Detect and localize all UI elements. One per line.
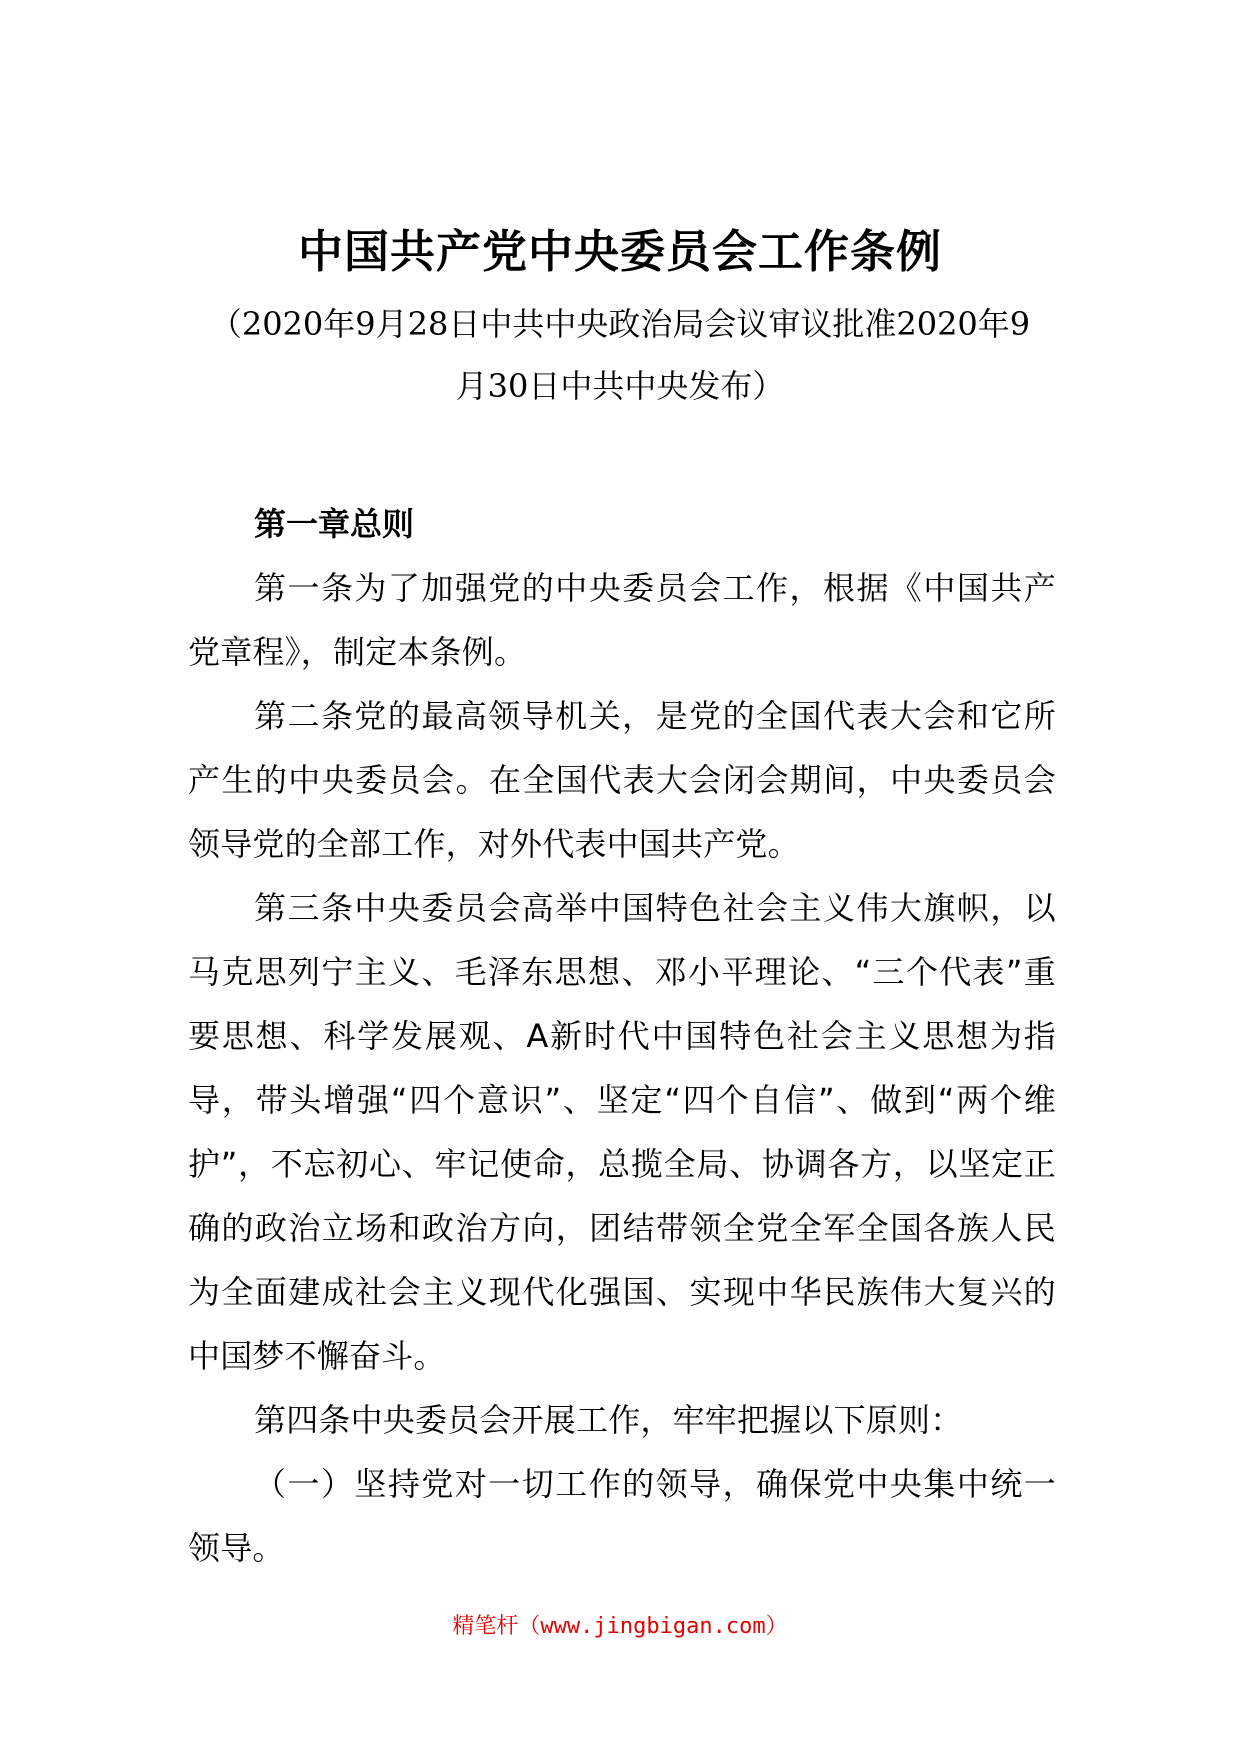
article-3-paragraph: 第三条中央委员会高举中国特色社会主义伟大旗帜，以马克思列宁主义、毛泽东思想、邓小平理论、“三个代表”重要思想、科学发展观、A新时代中国特色社会主义思想为指导，带头增强“四个意识”、坚定“四个自信”、做到“两个维护”，不忘初心、牢记使命，总揽全局、协调各方，以坚定正确的政治立场和政治方向，团结带领全党全军全国各族人民为全面建成社会主义现代化强国、实现中华民族伟大复兴的中国梦不懈奋斗。: [188, 889, 1056, 1375]
document-body: [188, 492, 1056, 1580]
footer-watermark-link[interactable]: 精笔杆（www.jingbigan.com）: [452, 1614, 788, 1639]
document-subtitle-line-2: 月30日中共中央发布）: [455, 367, 785, 405]
document-subtitle-line-1: （2020年9月28日中共中央政治局会议审议批准2020年9: [209, 305, 1031, 343]
article-2-paragraph: 第二条党的最高领导机关，是党的全国代表大会和它所产生的中央委员会。在全国代表大会闭会期间，中央委员会领导党的全部工作，对外代表中国共产党。: [188, 697, 1056, 863]
principle-1-paragraph: （一）坚持党对一切工作的领导，确保党中央集中统一领导。: [188, 1465, 1056, 1567]
article-1-paragraph: 第一条为了加强党的中央委员会工作，根据《中国共产党章程》，制定本条例。: [188, 569, 1056, 671]
document-title: 中国共产党中央委员会工作条例: [297, 225, 942, 278]
chapter-heading: 第一章总则: [254, 505, 415, 543]
article-4-paragraph: 第四条中央委员会开展工作，牢牢把握以下原则：: [254, 1401, 963, 1439]
